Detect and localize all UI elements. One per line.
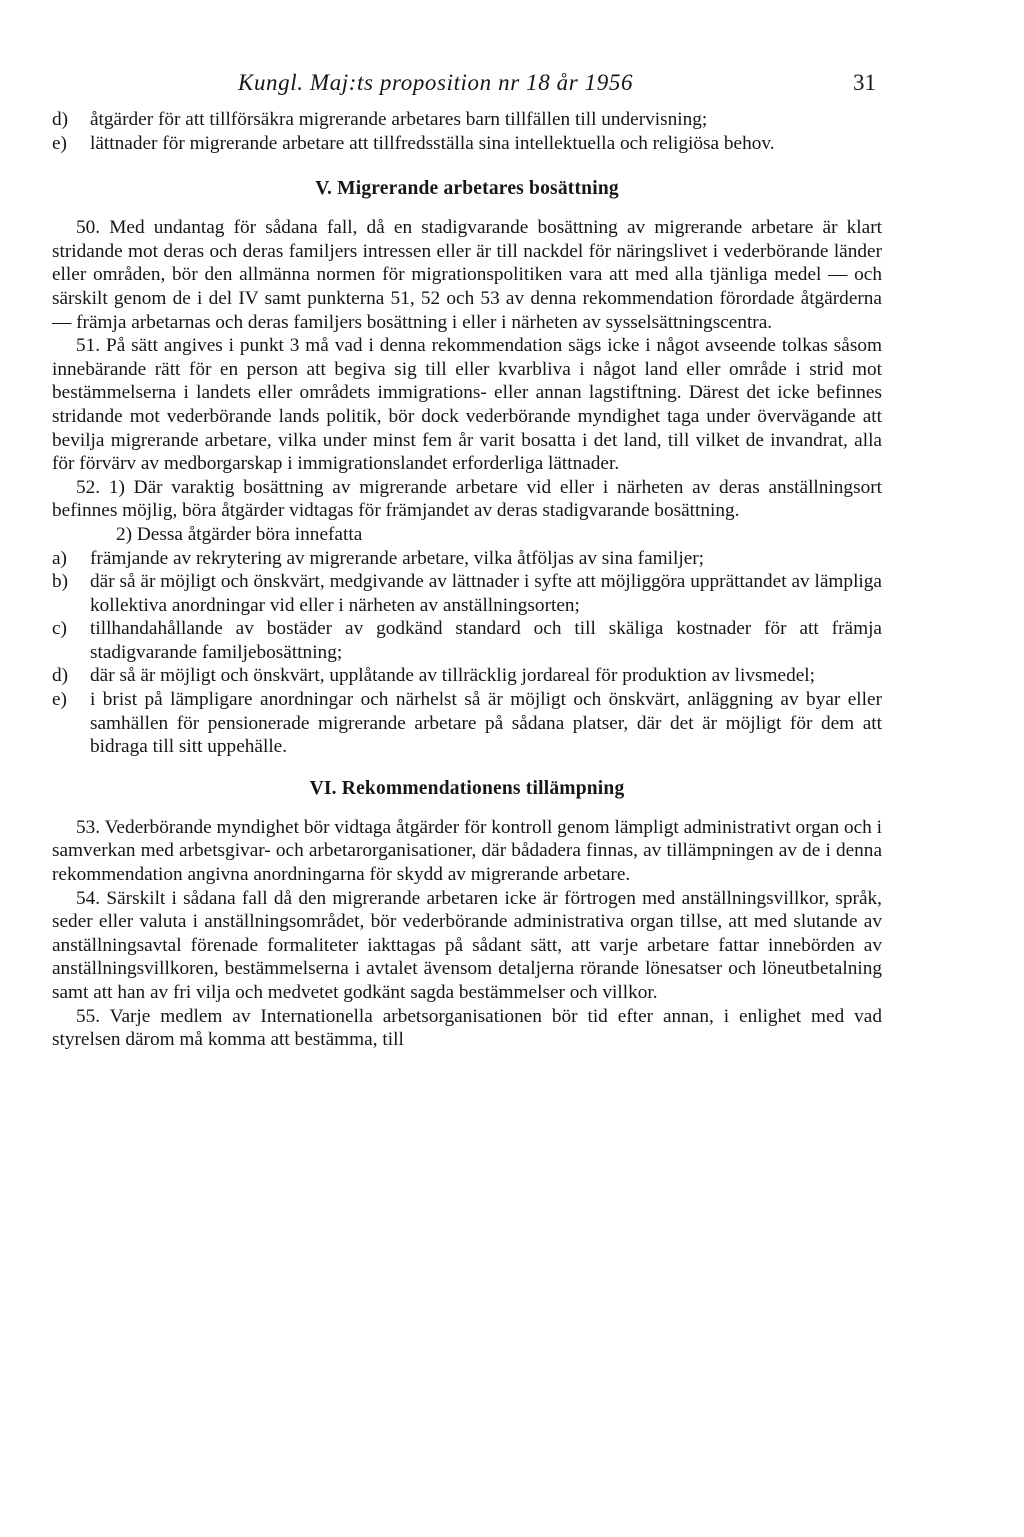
list-item-e2	[52, 688, 882, 759]
list-text: där så är möjligt och önskvärt, medgivande av lättnader i syfte att möjliggöra upprättandet av lämpliga kollektiva anordningar vid eller i närheten av anställningsorten;	[90, 571, 882, 616]
paragraph-55: 55. Varje medlem av Internationella arbetsorganisationen bör tid efter annan, i enlighet med vad styrelsen därom må komma att bestämma, till	[52, 1005, 882, 1051]
page-header	[52, 70, 882, 104]
running-title: Kungl. Maj:ts proposition nr 18 år 1956	[238, 70, 634, 95]
list-text: åtgärder för att tillförsäkra migrerande arbetares barn tillfällen till undervisning;	[90, 109, 708, 130]
list-label: d)	[52, 665, 69, 687]
list-text: där så är möjligt och önskvärt, upplåtande av tillräcklig jordareal för produktion av livsmedel;	[90, 665, 815, 687]
list-label: b)	[52, 571, 69, 593]
list-text: tillhandahållande av bostäder av godkänd standard och till skäliga kostnader för att främja stadigvarande familjebosättning;	[90, 618, 882, 663]
list-item-b	[52, 570, 882, 617]
list-item-c	[52, 617, 882, 664]
paragraph-52-1: 52. 1) Där varaktig bosättning av migrerande arbetare vid eller i närheten av deras anställningsort befinnes möjlig, böra åtgärder vidtagas för främjandet av deras stadigvarande bosättning.	[52, 476, 882, 522]
list-label: e)	[52, 132, 67, 154]
list-item-a	[52, 547, 882, 571]
paragraph-51: 51. På sätt angives i punkt 3 må vad i denna rekommendation sägs icke i något avseende tolkas såsom innebärande rätt för en person att begiva sig till eller kvarbliva i något land eller område i strid mot bestämmelserna i landets eller områdets immigrations- eller annan lagstiftning. Därest det icke befinnes stridande mot vederbörande lands politik, bör dock vederbörande myndighet taga under övervägande att bevilja migrerande arbetare, vilka under minst fem år varit bosatta i det land, till vilket de invandrat, alla för förvärv av medborgarskap i immigrationslandet erforderliga lättnader.	[52, 335, 882, 475]
list-item-e	[52, 132, 882, 156]
page-number: 31	[853, 70, 876, 95]
list-text: lättnader för migrerande arbetare att tillfredsställa sina intellektuella och religiösa behov.	[90, 132, 775, 154]
section-heading-v: V. Migrerande arbetares bosättning	[315, 178, 619, 200]
section-heading-vi: VI. Rekommendationens tillämpning	[309, 777, 625, 799]
paragraph-53: 53. Vederbörande myndighet bör vidtaga åtgärder för kontroll genom lämpligt administrativt organ och i samverkan med arbetsgivar- och arbetarorganisationer, där bådadera finnas, av tillämpningen av de i denna rekommendation angivna anordningarna för skydd av migrerande arbetare.	[52, 816, 882, 886]
list-text: främjande av rekrytering av migrerande arbetare, vilka åtföljas av sina familjer;	[90, 547, 705, 569]
list-text: i brist på lämpligare anordningar och närhelst så är möjligt och önskvärt, anläggning av byar eller samhällen för pensionerade migrerande arbetare på sådana platser, där det är möjligt för dem att bidraga till sitt uppehälle.	[90, 689, 882, 758]
paragraph-52-2: 2) Dessa åtgärder böra innefatta	[116, 523, 363, 545]
list-label: a)	[52, 547, 67, 569]
list-label: d)	[52, 109, 69, 130]
list-item-d	[52, 108, 882, 132]
document-page	[52, 70, 882, 1052]
paragraph-50: 50. Med undantag för sådana fall, då en stadigvarande bosättning av migrerande arbetare är klart stridande mot deras och deras familjers intressen eller är till nackdel för näringslivet i vederbörande länder eller områden, bör den allmänna normen för migrationspolitiken vara att med alla tjänliga medel — och särskilt genom de i del IV samt punkterna 51, 52 och 53 av denna rekommendation förordade åtgärderna — främja arbetarnas och deras familjers bosättning i eller i närheten av sysselsättningscentra.	[52, 217, 882, 333]
list-label: e)	[52, 689, 67, 711]
list-item-d2	[52, 664, 882, 688]
list-label: c)	[52, 618, 67, 640]
paragraph-54: 54. Särskilt i sådana fall då den migrerande arbetaren icke är förtrogen med anställningsvillkor, språk, seder eller valuta i anställningsområdet, bör vederbörande administrativa organ tillse, att med slutande av anställningsavtal förenade formaliteter iakttagas på sådant sätt, att varje arbetare fattar innebörden av anställningsvillkoren, bestämmelserna i avtalet ävensom detaljerna rörande lönesatser och löneutbetalning samt att han av fri vilja och medvetet godkänt sagda bestämmelser och villkor.	[52, 887, 882, 1003]
